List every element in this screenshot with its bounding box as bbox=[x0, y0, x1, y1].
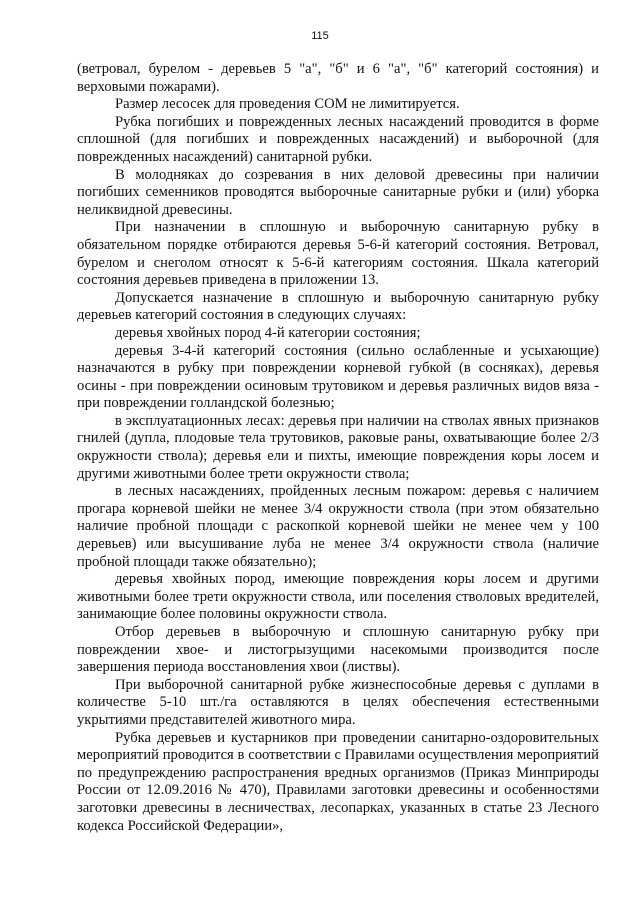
paragraph: Размер лесосек для проведения СОМ не лимитируется. bbox=[115, 96, 460, 113]
paragraph: Допускается назначение в сплошную и выборочную санитарную рубку деревьев категорий состояния в следующих случаях: bbox=[77, 289, 599, 324]
paragraph: Отбор деревьев в выборочную и сплошную санитарную рубку при повреждении хвое- и листогрызущими насекомыми производится после завершения периода восстановления хвои (листвы). bbox=[77, 624, 599, 676]
paragraph: в эксплуатационных лесах: деревья при наличии на стволах явных признаков гнилей (дупла, плодовые тела трутовиков, раковые раны, охватывающие более 2/3 окружности ствола); деревья ели и пихты, имеющие повреждения коры лосем и другими животными более трети окружности ствола; bbox=[77, 412, 599, 482]
paragraph: деревья хвойных пород, имеющие повреждения коры лосем и другими животными более трети окружности ствола, или поселения стволовых вредителей, занимающие более половины окружности ствола. bbox=[77, 571, 599, 623]
body-text bbox=[77, 61, 599, 835]
paragraph: В молодняках до созревания в них деловой древесины при наличии погибших семенников проводятся выборочные санитарные рубки и (или) уборка неликвидной древесины. bbox=[77, 166, 599, 218]
paragraph: деревья хвойных пород 4-й категории состояния; bbox=[115, 324, 421, 341]
paragraph: При назначении в сплошную и выборочную санитарную рубку в обязательном порядке отбираются деревья 5-6-й категорий состояния. Ветровал, бурелом и снеголом относят к 5-6-й категориям состояния. Шкала категорий состояния деревьев приведена в приложении 13. bbox=[77, 219, 599, 289]
paragraph: Рубка погибших и поврежденных лесных насаждений проводится в форме сплошной (для погибших и поврежденных насаждений) и выборочной (для поврежденных насаждений) санитарной рубки. bbox=[77, 113, 599, 165]
page-number: 115 bbox=[311, 30, 329, 42]
paragraph: Рубка деревьев и кустарников при проведении санитарно-оздоровительных мероприятий проводится в соответствии с Правилами осуществления мероприятий по предупреждению распространения вредных организмов (Приказ Минприроды России от 12.09.2016 № 470), Правилами заготовки древесины и особенностями заготовки древесины в лесничествах, лесопарках, указанных в статье 23 Лесного кодекса Российской Федерации», bbox=[77, 729, 599, 834]
paragraph: При выборочной санитарной рубке жизнеспособные деревья с дуплами в количестве 5-10 шт./га оставляются в целях обеспечения естественными укрытиями представителей животного мира. bbox=[77, 676, 599, 728]
paragraph: деревья 3-4-й категорий состояния (сильно ослабленные и усыхающие) назначаются в рубку при повреждении корневой губкой (в сосняках), деревья осины - при повреждении осиновым трутовиком и деревья различных видов вяза - при повреждении голландской болезнью; bbox=[77, 342, 599, 412]
paragraph: в лесных насаждениях, пройденных лесным пожаром: деревья с наличием прогара корневой шейки не менее 3/4 окружности ствола (при этом обязательно наличие пробной площади с раскопкой корневой шейки не менее чем у 100 деревьев) или высушивание луба не менее 3/4 окружности ствола (наличие пробной площади также обязательно); bbox=[77, 483, 599, 570]
paragraph: (ветровал, бурелом - деревьев 5 "а", "б" и 6 "а", "б" категорий состояния) и верховыми пожарами). bbox=[77, 61, 599, 95]
